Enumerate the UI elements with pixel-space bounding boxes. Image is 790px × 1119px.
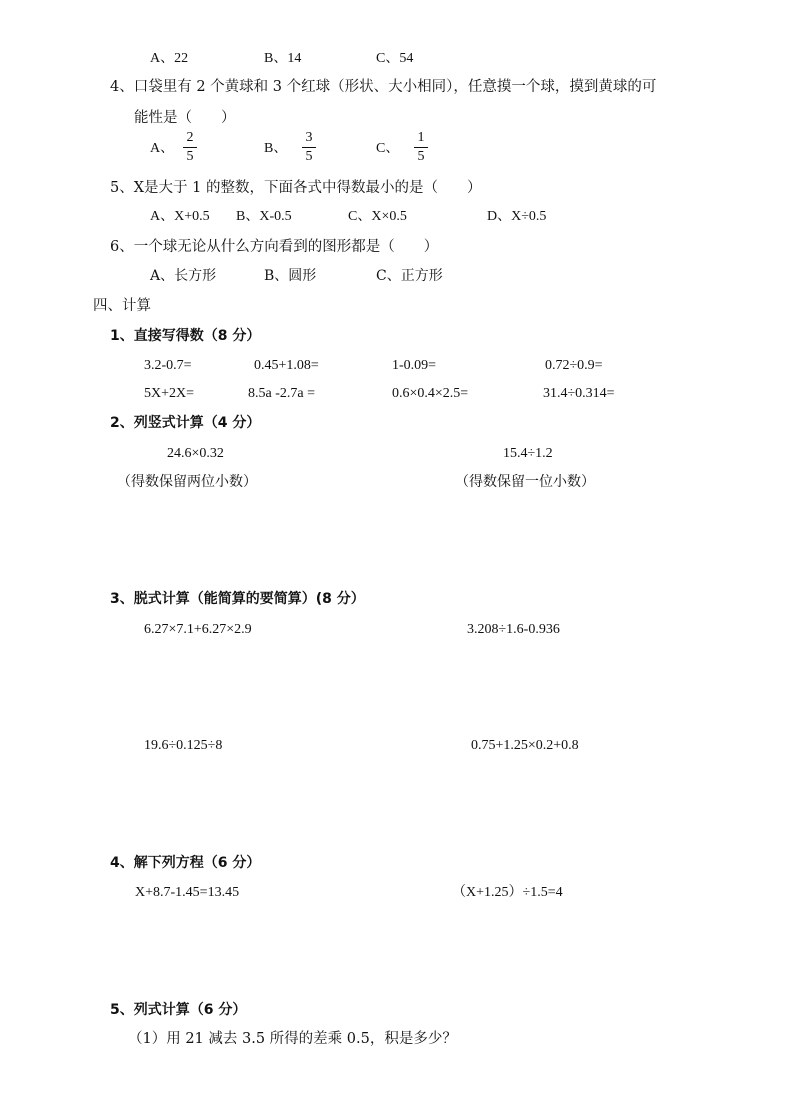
part4-title: 4、解下列方程（6 分） [110,855,261,871]
part5-title: 5、列式计算（6 分） [110,1002,247,1018]
q3-option-b: B、14 [264,51,302,66]
q4-option-c-label: C、 [376,141,400,156]
q5-option-b: B、X-0.5 [236,209,292,224]
fraction-denominator: 5 [417,149,425,164]
fraction-denominator: 5 [305,149,313,164]
mental-math-item: 8.5a -2.7a = [248,386,315,401]
step-calc-expression: 6.27×7.1+6.27×2.9 [144,622,252,637]
fraction-numerator: 3 [305,130,313,145]
q4-option-c-fraction [414,131,428,164]
step-calc-expression: 0.75+1.25×0.2+0.8 [471,738,579,753]
q3-option-a: A、22 [150,51,189,66]
q4-question-line1: 4、口袋里有 2 个黄球和 3 个红球（形状、大小相同），任意摸一个球，摸到黄球的可 [110,79,657,95]
q4-option-a-fraction [183,131,197,164]
fraction-bar [414,147,428,148]
q4-question-line2: 能性是（ ） [134,110,236,126]
word-problem-1: （1）用 21 减去 3.5 所得的差乘 0.5，积是多少？ [128,1031,457,1047]
mental-math-item: 1-0.09= [392,358,437,373]
mental-math-item: 0.72÷0.9= [545,358,603,373]
q4-option-b-label: B、 [264,141,288,156]
vertical-calc-note: （得数保留一位小数） [455,474,595,490]
mental-math-item: 3.2-0.7= [144,358,192,373]
part1-title: 1、直接写得数（8 分） [110,328,261,344]
q5-option-d: D、X÷0.5 [487,209,547,224]
q6-question: 6、一个球无论从什么方向看到的图形都是（ ） [110,239,439,255]
vertical-calc-expression: 24.6×0.32 [167,446,224,461]
mental-math-item: 0.45+1.08= [254,358,319,373]
q5-option-c: C、X×0.5 [348,209,407,224]
fraction-numerator: 1 [417,130,425,145]
step-calc-expression: 19.6÷0.125÷8 [144,738,223,753]
step-calc-expression: 3.208÷1.6-0.936 [467,622,560,637]
fraction-bar [302,147,316,148]
section-title: 四、计算 [93,298,151,314]
vertical-calc-note: （得数保留两位小数） [117,474,257,490]
mental-math-item: 5X+2X= [144,386,195,401]
fraction-denominator: 5 [186,149,194,164]
q6-option-c: C、正方形 [376,268,443,284]
q6-option-b: B、圆形 [264,268,317,284]
q3-option-c: C、54 [376,51,414,66]
fraction-bar [183,147,197,148]
part2-title: 2、列竖式计算（4 分） [110,415,261,431]
mental-math-item: 0.6×0.4×2.5= [392,386,469,401]
vertical-calc-expression: 15.4÷1.2 [503,446,553,461]
q5-question: 5、X是大于 1 的整数，下面各式中得数最小的是（ ） [110,180,482,196]
q6-option-a: A、长方形 [150,268,217,284]
fraction-numerator: 2 [186,130,194,145]
q4-option-b-fraction [302,131,316,164]
equation: X+8.7-1.45=13.45 [135,885,240,900]
q5-option-a: A、X+0.5 [150,209,210,224]
part3-title: 3、脱式计算（能简算的要简算）(8 分） [110,591,365,607]
mental-math-item: 31.4÷0.314= [543,386,615,401]
q4-option-a-label: A、 [150,141,175,156]
equation: （X+1.25）÷1.5=4 [452,885,563,900]
